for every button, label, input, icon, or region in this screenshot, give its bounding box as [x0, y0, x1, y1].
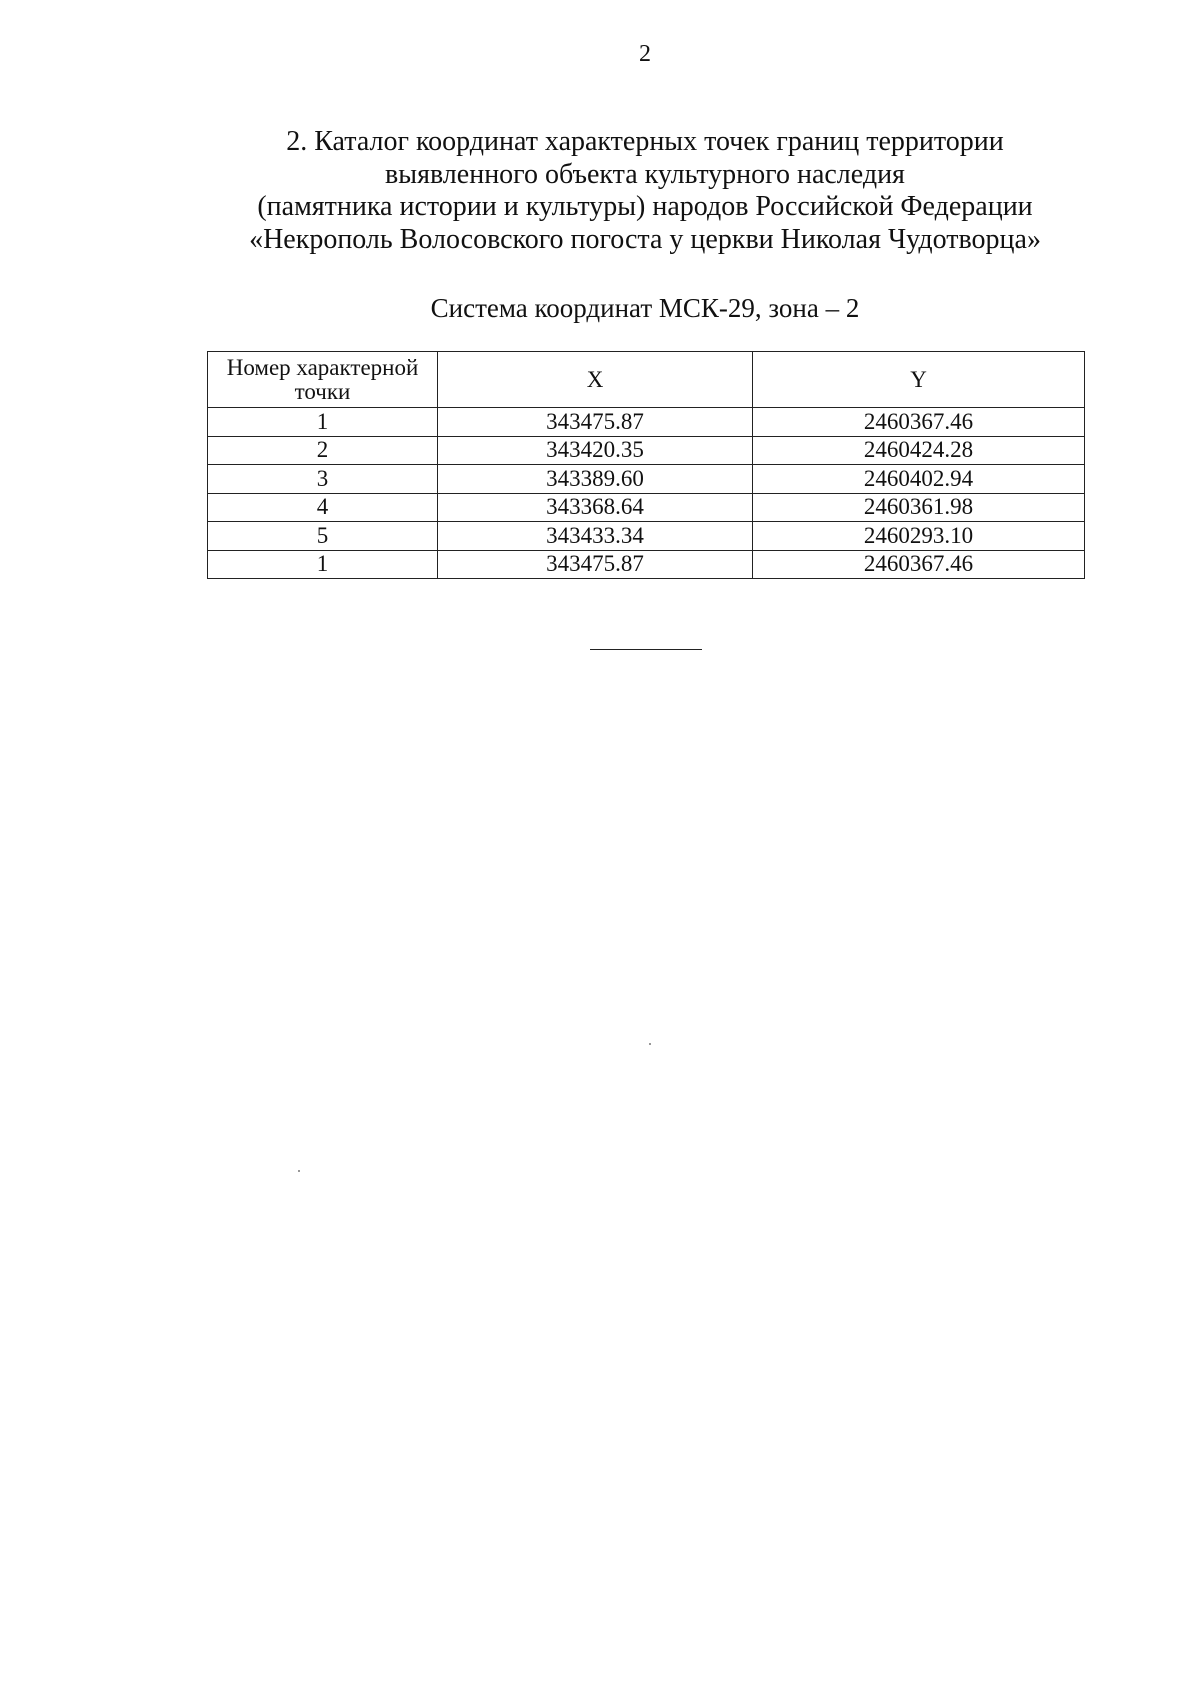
point-number-cell: 5 — [208, 522, 438, 551]
table-row — [208, 408, 1085, 437]
heading-line: выявленного объекта культурного наследия — [385, 158, 905, 190]
table-row — [208, 465, 1085, 494]
header-y: Y — [753, 352, 1085, 408]
y-cell: 2460367.46 — [753, 550, 1085, 579]
y-cell: 2460293.10 — [753, 522, 1085, 551]
x-cell: 343389.60 — [438, 465, 753, 494]
point-number-cell: 1 — [208, 408, 438, 437]
x-cell: 343433.34 — [438, 522, 753, 551]
point-number-cell: 1 — [208, 550, 438, 579]
page-number: 2 — [639, 41, 651, 67]
point-number-cell: 4 — [208, 493, 438, 522]
table-row — [208, 550, 1085, 579]
heading-line: (памятника истории и культуры) народов Российской Федерации — [257, 191, 1033, 222]
table-row — [208, 436, 1085, 465]
header-x: X — [438, 352, 753, 408]
x-cell: 343420.35 — [438, 436, 753, 465]
y-cell: 2460367.46 — [753, 408, 1085, 437]
header-point-number: Номер характерной точки — [208, 352, 438, 408]
heading-line: «Некрополь Волосовского погоста у церкви Николая Чудотворца» — [249, 223, 1041, 255]
x-cell: 343368.64 — [438, 493, 753, 522]
coordinates-table — [207, 351, 1085, 579]
y-cell: 2460361.98 — [753, 493, 1085, 522]
point-number-cell: 2 — [208, 436, 438, 465]
x-cell: 343475.87 — [438, 550, 753, 579]
y-cell: 2460424.28 — [753, 436, 1085, 465]
x-cell: 343475.87 — [438, 408, 753, 437]
point-number-cell: 3 — [208, 465, 438, 494]
scan-speck — [649, 1043, 651, 1045]
heading-line: 2. Каталог координат характерных точек границ территории — [286, 126, 1004, 157]
table-header-row — [208, 352, 1085, 408]
end-divider-line — [590, 649, 702, 650]
catalog-heading — [200, 126, 1090, 256]
scan-speck — [298, 1170, 300, 1172]
y-cell: 2460402.94 — [753, 465, 1085, 494]
table-row — [208, 493, 1085, 522]
coordinate-system-caption: Система координат МСК-29, зона – 2 — [430, 293, 860, 323]
table-row — [208, 522, 1085, 551]
